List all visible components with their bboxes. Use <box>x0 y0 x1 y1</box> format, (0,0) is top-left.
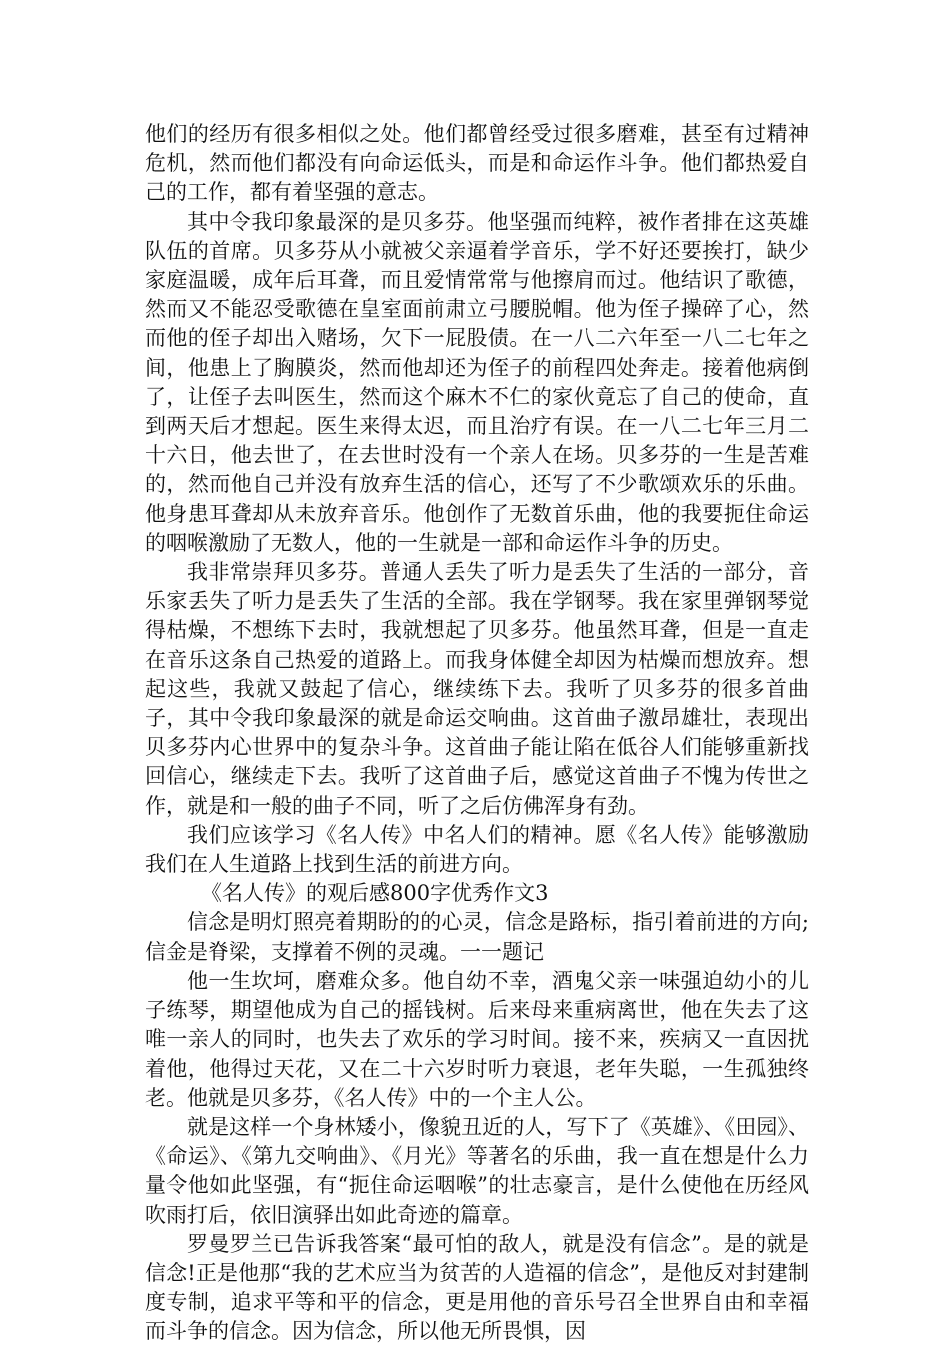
paragraph-2: 其中令我印象最深的是贝多芬。他坚强而纯粹，被作者排在这英雄队伍的首席。贝多芬从小就被父亲逼着学音乐，学不好还要挨打，缺少家庭温暖，成年后耳聋，而且爱情常常与他擦肩而过。他结识了歌德，然而又不能忍受歌德在皇室面前肃立弓腰脱帽。他为侄子操碎了心，然而他的侄子却出入赌场，欠下一屁股债。在一八二六年至一八二七年之间，他患上了胸膜炎，然而他却还为侄子的前程四处奔走。接着他病倒了，让侄子去叫医生，然而这个麻木不仁的家伙竟忘了自己的使命，直到两天后才想起。医生来得太迟，而且治疗有误。在一八二七年三月二十六日，他去世了，在去世时没有一个亲人在场。贝多芬的一生是苦难的，然而他自己并没有放弃生活的信心，还写了不少歌颂欢乐的乐曲。他身患耳聋却从未放弃音乐。他创作了无数首乐曲，他的我要扼住命运的咽喉激励了无数人，他的一生就是一部和命运作斗争的历史。 <box>145 209 809 555</box>
paragraph-8: 罗曼罗兰已告诉我答案“最可怕的敌人，就是没有信念”。是的就是信念!正是他那“我的艺术应当为贫苦的人造福的信念”，是他反对封建制度专制，追求平等和平的信念，更是用他的音乐号召全世界自由和幸福而斗争的信念。因为信念，所以他无所畏惧，因 <box>145 1231 809 1344</box>
paragraph-1: 他们的经历有很多相似之处。他们都曾经受过很多磨难，甚至有过精神危机，然而他们都没有向命运低头，而是和命运作斗争。他们都热爱自己的工作，都有着坚强的意志。 <box>145 122 809 205</box>
essay-heading: 《名人传》的观后感800字优秀作文3 <box>201 881 549 906</box>
document-page <box>145 120 809 1347</box>
paragraph-4: 我们应该学习《名人传》中名人们的精神。愿《名人传》能够激励我们在人生道路上找到生活的前进方向。 <box>145 822 809 877</box>
paragraph-epigraph: 信念是明灯照亮着期盼的的心灵，信念是路标，指引着前进的方向;信金是脊梁，支撑着不例的灵魂。一一题记 <box>145 910 809 964</box>
paragraph-6: 他一生坎坷，磨难众多。他自幼不幸，酒鬼父亲一味强迫幼小的儿子练琴，期望他成为自己的摇钱树。后来母来重病离世，他在失去了这唯一亲人的同时，也失去了欢乐的学习时间。接不来，疾病又一直因扰着他，他得过天花，又在二十六岁时听力衰退，老年失聪，一生孤独终老。他就是贝多芬，《名人传》中的一个主人公。 <box>145 968 809 1110</box>
paragraph-3: 我非常崇拜贝多芬。普通人丢失了听力是丢失了生活的一部分，音乐家丢失了听力是丢失了生活的全部。我在学钢琴。我在家里弹钢琴觉得枯燥，不想练下去时，我就想起了贝多芬。他虽然耳聋，但是一直走在音乐这条自己热爱的道路上。而我身体健全却因为枯燥而想放弃。想起这些，我就又鼓起了信心，继续练下去。我听了贝多芬的很多首曲子，其中令我印象最深的就是命运交响曲。这首曲子激昂雄壮，表现出贝多芬内心世界中的复杂斗争。这首曲子能让陷在低谷人们能够重新找回信心，继续走下去。我听了这首曲子后，感觉这首曲子不愧为传世之作，就是和一般的曲子不同，听了之后仿佛浑身有劲。 <box>145 560 809 818</box>
paragraph-7: 就是这样一个身林矮小，像貌丑近的人，写下了《英雄》、《田园》、《命运》、《第九交响曲》、《月光》等著名的乐曲，我一直在想是什么力量令他如此坚强，有“扼住命运咽喉”的壮志豪言，是什么使他在历经风吹雨打后，依旧演驿出如此奇迹的篇章。 <box>145 1114 809 1227</box>
